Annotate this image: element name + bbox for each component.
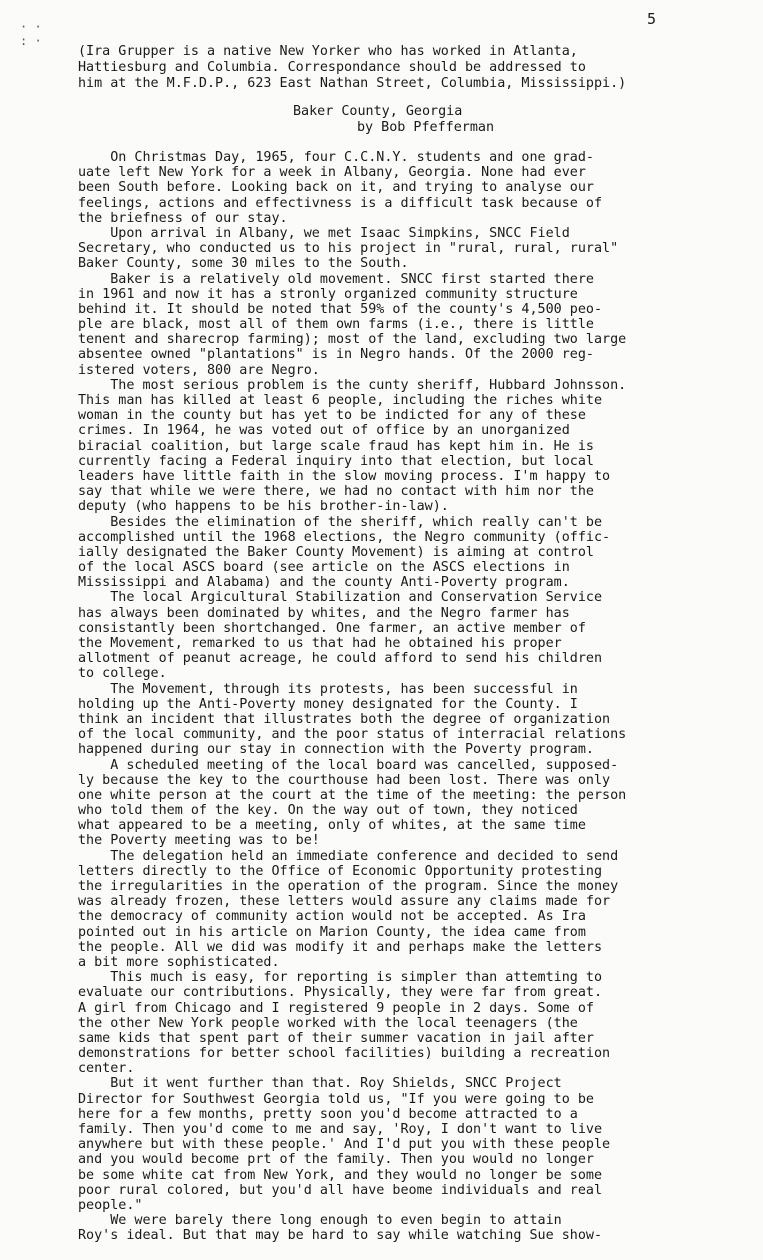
body-line: pointed out in his article on Marion County, the idea came from [78,924,586,940]
body-line: deputy (who happens to be his brother-in-law). [78,499,449,515]
body-line: and you would become prt of the family. Then you would no longer [78,1152,594,1168]
body-line: demonstrations for better school facilities) building a recreation [78,1046,611,1062]
body-line: be some white cat from New York, and they would no longer be some [78,1167,603,1183]
body-line: allotment of peanut acreage, he could afford to send his children [78,651,603,667]
body-line: family. Then you'd come to me and say, 'Roy, I don't want to live [78,1122,603,1137]
editor-note-line: (Ira Grupper is a native New Yorker who has worked in Atlanta, [78,44,578,59]
body-line: was already frozen, these letters would assure any claims made for [78,894,611,910]
body-line: the other New York people worked with the local teenagers (the [78,1015,578,1031]
body-line: absentee owned "plantations" is in Negro hands. Of the 2000 reg- [78,347,594,363]
body-line: crimes. In 1964, he was voted out of office by an unorganized [78,423,570,439]
body-line: the Movement, remarked to us that had he obtained his proper [78,636,562,651]
body-line: a bit more sophisticated. [78,954,280,970]
body-line: say that while we were there, we had no contact with him nor the [78,484,594,500]
body-line: holding up the Anti-Poverty money designated for the County. I [78,696,578,712]
body-line: But it went further than that. Roy Shields, SNCC Project [78,1076,562,1092]
article-byline: by Bob Pfefferman [357,120,495,135]
body-line: Besides the elimination of the sheriff, which really can't be [78,514,603,530]
article-title: Baker County, Georgia [293,104,463,119]
body-line: ially designated the Baker County Movement) is aiming at control [78,544,594,560]
body-line: think an incident that illustrates both the degree of organization [78,711,611,727]
body-line: anywhere but with these people.' And I'd put you with these people [78,1137,611,1153]
body-line: We were barely there long enough to even begin to attain [78,1213,562,1229]
body-line: On Christmas Day, 1965, four C.C.N.Y. students and one grad- [78,150,594,165]
body-line: what appeared to be a meeting, only of whites, at the same time [78,818,586,834]
page-number: 5 [647,10,657,28]
body-line: leaders have little faith in the slow moving process. I'm happy to [78,468,611,484]
body-line: Secretary, who conducted us to his project in "rural, rural, rural" [78,241,619,257]
body-line: happened during our stay in connection with the Poverty program. [78,742,594,758]
body-line: people." [78,1197,143,1213]
body-line: istered voters, 800 are Negro. [78,362,320,378]
body-line: center. [78,1061,135,1077]
body-line: woman in the county but has yet to be indicted for any of these [78,408,586,424]
body-line: behind it. It should be noted that 59% of the county's 4,500 peo- [78,301,603,317]
body-line: has always been dominated by whites, and the Negro farmer has [78,605,570,621]
body-line: evaluate our contributions. Physically, they were far from great. [78,985,603,1001]
body-line: here for a few months, pretty soon you'd become attracted to a [78,1106,578,1122]
body-line: The delegation held an immediate conference and decided to send [78,848,619,864]
body-line: to college. [78,666,167,682]
body-line: Director for Southwest Georgia told us, "If you were going to be [78,1091,594,1107]
body-line: Baker County, some 30 miles to the South. [78,256,409,272]
body-line: feelings, actions and effectivness is a difficult task because of [78,195,603,211]
editor-note-line: Hattiesburg and Columbia. Correspondance should be addressed to [78,60,586,75]
body-line: Roy's ideal. But that may be hard to say while watching Sue show- [78,1228,603,1244]
body-line: Upon arrival in Albany, we met Isaac Simpkins, SNCC Field [78,225,570,241]
body-line: ly because the key to the courthouse had been lost. There was only [78,772,611,788]
editor-note [78,44,708,92]
body-line: accomplished until the 1968 elections, the Negro community (offic- [78,529,611,545]
body-line: one white person at the court at the time of the meeting: the person [78,787,627,803]
body-line: This man has killed at least 6 people, including the riches white [78,393,603,408]
body-line: uate left New York for a week in Albany, Georgia. None had ever [78,165,586,181]
body-line: consistantly been shortchanged. One farmer, an active member of [78,620,586,636]
body-line: currently facing a Federal inquiry into that election, but local [78,453,594,469]
body-line: The Movement, through its protests, has been successful in [78,681,578,697]
body-line: A girl from Chicago and I registered 9 people in 2 days. Some of [78,1000,594,1016]
body-line: the irregularities in the operation of the program. Since the money [78,879,619,894]
body-line: the briefness of our stay. [78,210,288,226]
editor-note-line: him at the M.F.D.P., 623 East Nathan Street, Columbia, Mississippi.) [78,76,627,91]
body-line: biracial coalition, but large scale fraud has kept him in. He is [78,438,594,454]
body-line: been South before. Looking back on it, and trying to analyse our [78,180,594,196]
body-line: ple are black, most all of them own farms (i.e., there is little [78,317,594,333]
body-line: A scheduled meeting of the local board was cancelled, supposed- [78,757,619,773]
body-line: same kids that spent part of their summer vacation in jail after [78,1030,594,1046]
body-line: Mississippi and Alabama) and the county Anti-Poverty program. [78,575,570,591]
body-line: This much is easy, for reporting is simpler than attemting to [78,970,603,986]
body-line: of the local ASCS board (see article on the ASCS elections in [78,560,570,576]
body-line: the people. All we did was modify it and perhaps make the letters [78,939,603,955]
body-line: of the local community, and the poor status of interracial relations [78,727,627,743]
margin-marks: · · : · [20,20,42,48]
body-line: who told them of the key. On the way out of town, they noticed [78,803,578,819]
body-line: tenent and sharecrop farming); most of the land, excluding two large [78,332,627,348]
body-line: the Poverty meeting was to be! [78,833,320,849]
article-body [78,150,698,1244]
body-line: letters directly to the Office of Economic Opportunity protesting [78,863,603,879]
body-line: The local Argicultural Stabilization and Conservation Service [78,590,603,606]
body-line: the democracy of community action would not be accepted. As Ira [78,909,586,925]
body-line: The most serious problem is the cunty sheriff, Hubbard Johnsson. [78,377,627,393]
body-line: poor rural colored, but you'd all have beome individuals and real [78,1182,603,1198]
body-line: Baker is a relatively old movement. SNCC first started there [78,271,594,287]
body-line: in 1961 and now it has a stronly organized community structure [78,286,578,302]
